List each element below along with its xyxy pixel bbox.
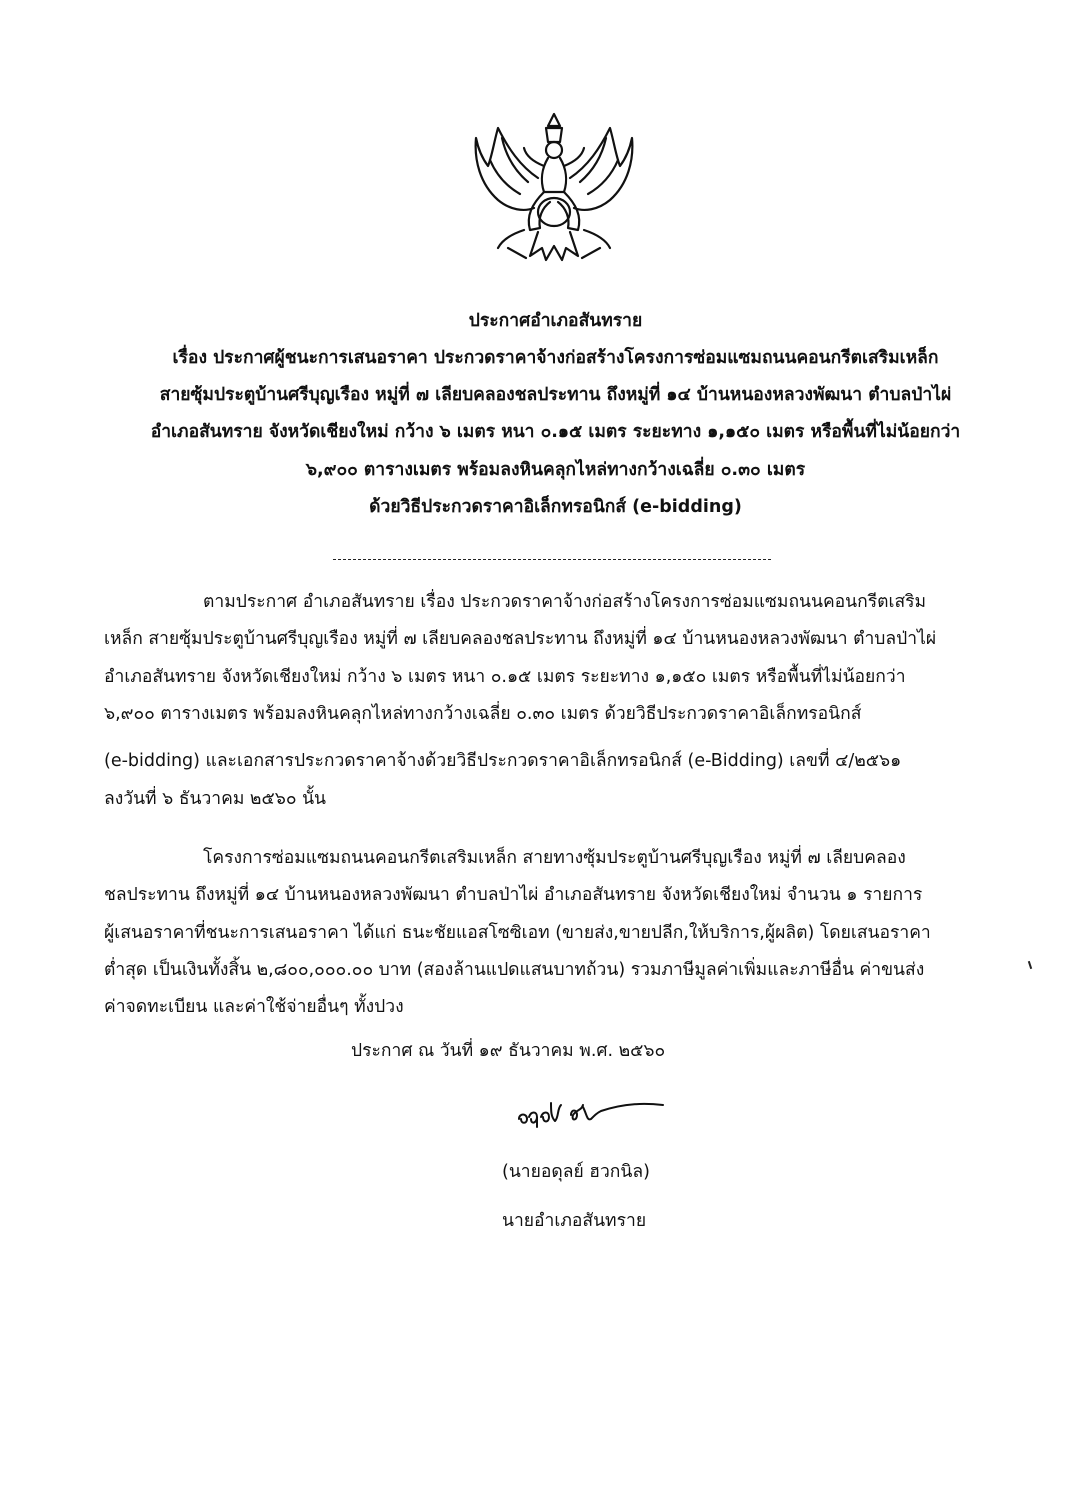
- garuda-emblem-icon: [468, 108, 640, 268]
- paragraph-1-line: เหล็ก สายซุ้มประตูบ้านศรีบุญเรือง หมู่ที่ ๗ เลียบคลองชลประทาน ถึงหมู่ที่ ๑๔ บ้านหนองหลวงพัฒนา ตำบลป่าไผ่: [104, 629, 937, 649]
- signer-position: นายอำเภอสันทราย: [502, 1211, 647, 1231]
- paragraph-1-line: ตามประกาศ อำเภอสันทราย เรื่อง ประกวดราคาจ้างก่อสร้างโครงการซ่อมแซมถนนคอนกรีตเสริม: [203, 592, 927, 612]
- paragraph-1-line: อำเภอสันทราย จังหวัดเชียงใหม่ กว้าง ๖ เมตร หนา ๐.๑๕ เมตร ระยะทาง ๑,๑๕๐ เมตร หรือพื้นที่ไม่น้อยกว่า: [104, 667, 906, 687]
- signer-name: (นายอดุลย์ ฮวกนิล): [502, 1162, 650, 1182]
- paragraph-2-line: ค่าจดทะเบียน และค่าใช้จ่ายอื่นๆ ทั้งปวง: [104, 997, 404, 1017]
- stray-mark: [1028, 961, 1032, 969]
- handwritten-signature-icon: [515, 1093, 665, 1133]
- subject-line: อำเภอสันทราย จังหวัดเชียงใหม่ กว้าง ๖ เมตร หนา ๐.๑๕ เมตร ระยะทาง ๑,๑๕๐ เมตร หรือพื้นที่ไม่น้อยกว่า: [150, 422, 961, 442]
- subject-line: เรื่อง ประกาศผู้ชนะการเสนอราคา ประกวดราคาจ้างก่อสร้างโครงการซ่อมแซมถนนคอนกรีตเสริมเหล็ก: [172, 348, 939, 368]
- subject-line: สายซุ้มประตูบ้านศรีบุญเรือง หมู่ที่ ๗ เลียบคลองชลประทาน ถึงหมู่ที่ ๑๔ บ้านหนองหลวงพัฒนา ตำบลป่าไผ่: [159, 385, 952, 405]
- paragraph-1-line: ลงวันที่ ๖ ธันวาคม ๒๕๖๐ นั้น: [104, 789, 326, 809]
- subject-line: ด้วยวิธีประกวดราคาอิเล็กทรอนิกส์ (e-bidding): [369, 497, 742, 517]
- paragraph-1-line: ๖,๙๐๐ ตารางเมตร พร้อมลงหินคลุกไหล่ทางกว้างเฉลี่ย ๐.๓๐ เมตร ด้วยวิธีประกวดราคาอิเล็กทรอนิกส์: [104, 704, 862, 724]
- announcement-date: ประกาศ ณ วันที่ ๑๙ ธันวาคม พ.ศ. ๒๕๖๐: [351, 1041, 666, 1061]
- paragraph-2-line: ชลประทาน ถึงหมู่ที่ ๑๔ บ้านหนองหลวงพัฒนา ตำบลป่าไผ่ อำเภอสันทราย จังหวัดเชียงใหม่ จำนวน ๑ รายการ: [104, 885, 923, 905]
- paragraph-1-line: (e-bidding) และเอกสารประกวดราคาจ้างด้วยวิธีประกวดราคาอิเล็กทรอนิกส์ (e-Bidding) เลขที่ ๔/๒๕๖๑: [104, 751, 902, 771]
- paragraph-2-line: ต่ำสุด เป็นเงินทั้งสิ้น ๒,๘๐๐,๐๐๐.๐๐ บาท (สองล้านแปดแสนบาทถ้วน) รวมภาษีมูลค่าเพิ่มและภาษีอื่น ค่าขนส่ง: [104, 960, 925, 980]
- separator-rule: [333, 559, 771, 560]
- announcement-title: ประกาศอำเภอสันทราย: [468, 311, 643, 331]
- paragraph-2-line: ผู้เสนอราคาที่ชนะการเสนอราคา ได้แก่ ธนะชัยแอสโซซิเอท (ขายส่ง,ขายปลีก,ให้บริการ,ผู้ผลิต) โดยเสนอราคา: [104, 923, 931, 943]
- paragraph-2-line: โครงการซ่อมแซมถนนคอนกรีตเสริมเหล็ก สายทางซุ้มประตูบ้านศรีบุญเรือง หมู่ที่ ๗ เลียบคลอง: [203, 848, 906, 868]
- subject-line: ๖,๙๐๐ ตารางเมตร พร้อมลงหินคลุกไหล่ทางกว้างเฉลี่ย ๐.๓๐ เมตร: [305, 460, 806, 480]
